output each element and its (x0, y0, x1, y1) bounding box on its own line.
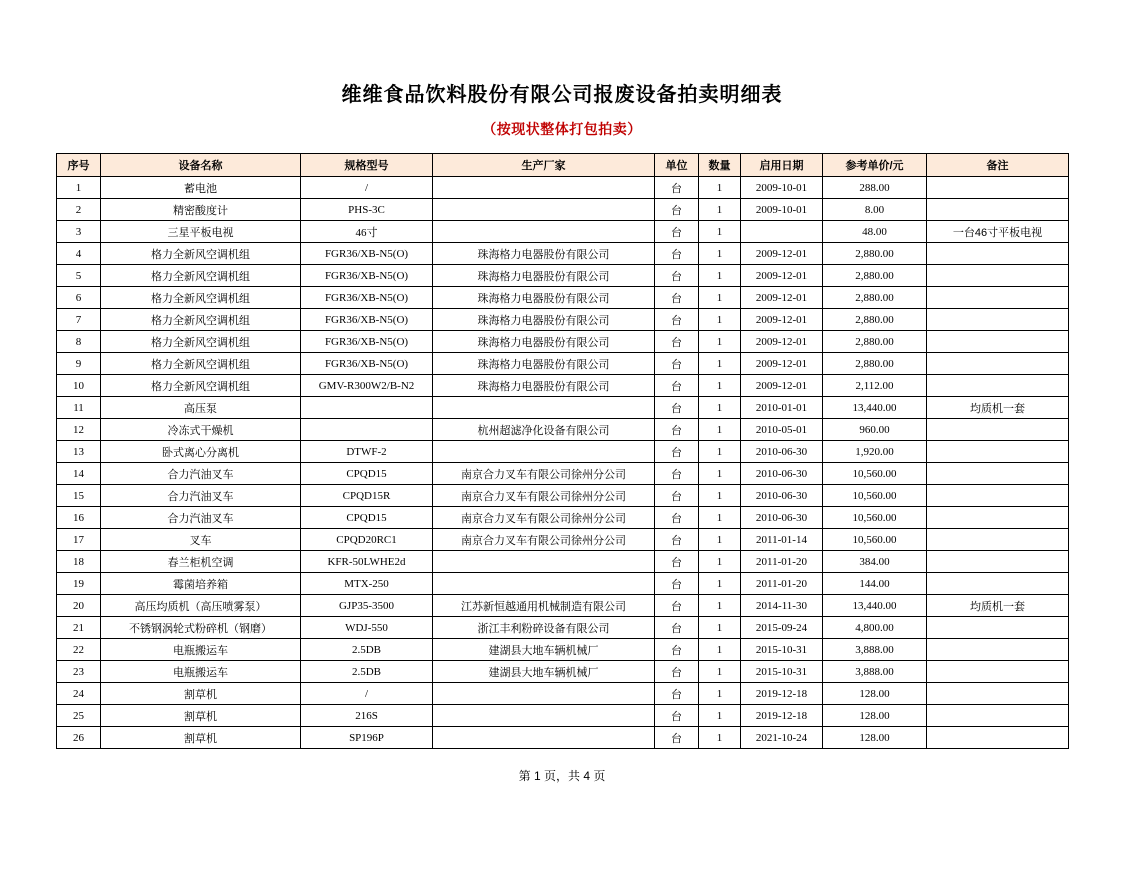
cell-quantity: 1 (699, 331, 741, 353)
table-row (57, 705, 1069, 727)
table-row (57, 727, 1069, 749)
cell-unit: 台 (655, 551, 699, 573)
cell-model: FGR36/XB-N5(O) (301, 331, 433, 353)
cell-manufacturer: 建湖县大地车辆机械厂 (433, 639, 655, 661)
cell-name: 电瓶搬运车 (101, 661, 301, 683)
cell-quantity: 1 (699, 375, 741, 397)
cell-name: 三星平板电视 (101, 221, 301, 243)
cell-unit: 台 (655, 727, 699, 749)
cell-model: GJP35-3500 (301, 595, 433, 617)
cell-manufacturer: 南京合力叉车有限公司徐州分公司 (433, 529, 655, 551)
table-row (57, 661, 1069, 683)
table-row (57, 397, 1069, 419)
column-header-name: 设备名称 (101, 154, 301, 177)
table-header-row (57, 154, 1069, 177)
cell-seq: 4 (57, 243, 101, 265)
cell-quantity: 1 (699, 617, 741, 639)
cell-unit: 台 (655, 331, 699, 353)
cell-quantity: 1 (699, 727, 741, 749)
cell-model (301, 419, 433, 441)
cell-seq: 23 (57, 661, 101, 683)
cell-manufacturer: 江苏新恒越通用机械制造有限公司 (433, 595, 655, 617)
cell-manufacturer: 杭州超滤净化设备有限公司 (433, 419, 655, 441)
cell-seq: 10 (57, 375, 101, 397)
cell-unit-price: 384.00 (823, 551, 927, 573)
cell-unit: 台 (655, 683, 699, 705)
cell-unit: 台 (655, 639, 699, 661)
cell-quantity: 1 (699, 529, 741, 551)
table-row (57, 331, 1069, 353)
cell-unit-price: 8.00 (823, 199, 927, 221)
cell-quantity: 1 (699, 441, 741, 463)
table-row (57, 639, 1069, 661)
cell-start-date: 2015-10-31 (741, 639, 823, 661)
cell-seq: 17 (57, 529, 101, 551)
cell-model: / (301, 683, 433, 705)
cell-seq: 9 (57, 353, 101, 375)
cell-seq: 24 (57, 683, 101, 705)
cell-unit: 台 (655, 177, 699, 199)
cell-unit: 台 (655, 375, 699, 397)
cell-model: 216S (301, 705, 433, 727)
cell-name: 割草机 (101, 705, 301, 727)
cell-unit-price: 3,888.00 (823, 661, 927, 683)
cell-unit-price: 144.00 (823, 573, 927, 595)
cell-name: 叉车 (101, 529, 301, 551)
cell-model: 2.5DB (301, 639, 433, 661)
cell-seq: 16 (57, 507, 101, 529)
cell-unit-price: 10,560.00 (823, 507, 927, 529)
cell-manufacturer: 南京合力叉车有限公司徐州分公司 (433, 463, 655, 485)
cell-start-date: 2009-12-01 (741, 375, 823, 397)
cell-model: DTWF-2 (301, 441, 433, 463)
cell-start-date: 2009-12-01 (741, 243, 823, 265)
cell-remark (927, 617, 1069, 639)
cell-model: CPQD15R (301, 485, 433, 507)
cell-quantity: 1 (699, 573, 741, 595)
cell-manufacturer: 珠海格力电器股份有限公司 (433, 331, 655, 353)
cell-unit: 台 (655, 617, 699, 639)
cell-unit: 台 (655, 243, 699, 265)
cell-seq: 25 (57, 705, 101, 727)
cell-unit-price: 288.00 (823, 177, 927, 199)
cell-manufacturer (433, 683, 655, 705)
cell-unit: 台 (655, 309, 699, 331)
cell-unit-price: 1,920.00 (823, 441, 927, 463)
cell-seq: 13 (57, 441, 101, 463)
cell-remark (927, 639, 1069, 661)
cell-model: WDJ-550 (301, 617, 433, 639)
cell-unit: 台 (655, 397, 699, 419)
cell-seq: 7 (57, 309, 101, 331)
cell-model: MTX-250 (301, 573, 433, 595)
cell-unit: 台 (655, 353, 699, 375)
cell-name: 春兰柜机空调 (101, 551, 301, 573)
cell-unit-price: 2,112.00 (823, 375, 927, 397)
table-row (57, 419, 1069, 441)
cell-unit-price: 10,560.00 (823, 463, 927, 485)
cell-seq: 21 (57, 617, 101, 639)
cell-unit: 台 (655, 265, 699, 287)
table-row (57, 243, 1069, 265)
cell-start-date: 2011-01-14 (741, 529, 823, 551)
cell-unit-price: 2,880.00 (823, 353, 927, 375)
page-subtitle: （按现状整体打包拍卖） (482, 121, 642, 137)
cell-quantity: 1 (699, 683, 741, 705)
cell-remark (927, 705, 1069, 727)
table-row (57, 265, 1069, 287)
cell-remark (927, 683, 1069, 705)
cell-name: 蓄电池 (101, 177, 301, 199)
cell-unit-price: 13,440.00 (823, 595, 927, 617)
equipment-table-wrapper (56, 153, 1068, 749)
cell-seq: 11 (57, 397, 101, 419)
cell-unit-price: 48.00 (823, 221, 927, 243)
cell-manufacturer (433, 441, 655, 463)
table-row (57, 485, 1069, 507)
column-header-unit-price: 参考单价/元 (823, 154, 927, 177)
cell-start-date: 2009-12-01 (741, 331, 823, 353)
cell-start-date: 2011-01-20 (741, 573, 823, 595)
cell-quantity: 1 (699, 309, 741, 331)
cell-remark (927, 353, 1069, 375)
cell-manufacturer: 浙江丰利粉碎设备有限公司 (433, 617, 655, 639)
table-row (57, 529, 1069, 551)
cell-name: 割草机 (101, 683, 301, 705)
cell-name: 合力汽油叉车 (101, 507, 301, 529)
cell-name: 冷冻式干燥机 (101, 419, 301, 441)
table-row (57, 617, 1069, 639)
cell-unit-price: 2,880.00 (823, 287, 927, 309)
cell-quantity: 1 (699, 353, 741, 375)
cell-manufacturer: 南京合力叉车有限公司徐州分公司 (433, 485, 655, 507)
cell-seq: 6 (57, 287, 101, 309)
cell-start-date: 2014-11-30 (741, 595, 823, 617)
cell-start-date: 2021-10-24 (741, 727, 823, 749)
cell-start-date: 2010-06-30 (741, 441, 823, 463)
table-row (57, 551, 1069, 573)
column-header-manufacturer: 生产厂家 (433, 154, 655, 177)
cell-seq: 22 (57, 639, 101, 661)
cell-seq: 1 (57, 177, 101, 199)
cell-start-date: 2015-09-24 (741, 617, 823, 639)
cell-seq: 20 (57, 595, 101, 617)
cell-model: FGR36/XB-N5(O) (301, 353, 433, 375)
cell-name: 割草机 (101, 727, 301, 749)
equipment-table (56, 153, 1069, 749)
cell-unit-price: 13,440.00 (823, 397, 927, 419)
cell-remark (927, 419, 1069, 441)
table-row (57, 573, 1069, 595)
cell-quantity: 1 (699, 199, 741, 221)
cell-start-date: 2009-12-01 (741, 309, 823, 331)
cell-quantity: 1 (699, 287, 741, 309)
cell-start-date: 2019-12-18 (741, 705, 823, 727)
cell-manufacturer: 建湖县大地车辆机械厂 (433, 661, 655, 683)
cell-quantity: 1 (699, 661, 741, 683)
table-row (57, 177, 1069, 199)
cell-name: 不锈钢涡轮式粉碎机（钢磨） (101, 617, 301, 639)
cell-unit-price: 2,880.00 (823, 331, 927, 353)
cell-manufacturer (433, 551, 655, 573)
cell-model: PHS-3C (301, 199, 433, 221)
cell-manufacturer: 珠海格力电器股份有限公司 (433, 243, 655, 265)
cell-manufacturer (433, 727, 655, 749)
cell-model: FGR36/XB-N5(O) (301, 287, 433, 309)
cell-unit: 台 (655, 661, 699, 683)
column-header-quantity: 数量 (699, 154, 741, 177)
cell-name: 合力汽油叉车 (101, 485, 301, 507)
cell-unit: 台 (655, 287, 699, 309)
cell-name: 精密酸度计 (101, 199, 301, 221)
cell-manufacturer: 珠海格力电器股份有限公司 (433, 265, 655, 287)
cell-name: 格力全新风空调机组 (101, 287, 301, 309)
cell-model: GMV-R300W2/B-N2 (301, 375, 433, 397)
cell-name: 格力全新风空调机组 (101, 353, 301, 375)
cell-remark (927, 573, 1069, 595)
cell-model: / (301, 177, 433, 199)
cell-unit: 台 (655, 595, 699, 617)
column-header-start-date: 启用日期 (741, 154, 823, 177)
column-header-remark: 备注 (927, 154, 1069, 177)
cell-remark (927, 309, 1069, 331)
cell-unit-price: 10,560.00 (823, 529, 927, 551)
cell-seq: 12 (57, 419, 101, 441)
cell-manufacturer (433, 573, 655, 595)
cell-manufacturer (433, 221, 655, 243)
cell-manufacturer (433, 199, 655, 221)
cell-quantity: 1 (699, 507, 741, 529)
table-row (57, 683, 1069, 705)
cell-name: 高压均质机（高压喷雾泵） (101, 595, 301, 617)
cell-quantity: 1 (699, 419, 741, 441)
cell-name: 格力全新风空调机组 (101, 243, 301, 265)
cell-start-date: 2009-10-01 (741, 199, 823, 221)
cell-unit: 台 (655, 419, 699, 441)
cell-quantity: 1 (699, 243, 741, 265)
page-footer: 第 1 页，共 4 页 (518, 769, 606, 783)
cell-manufacturer: 珠海格力电器股份有限公司 (433, 375, 655, 397)
cell-seq: 3 (57, 221, 101, 243)
cell-quantity: 1 (699, 551, 741, 573)
cell-quantity: 1 (699, 595, 741, 617)
table-row (57, 221, 1069, 243)
cell-start-date: 2011-01-20 (741, 551, 823, 573)
cell-unit-price: 128.00 (823, 705, 927, 727)
cell-manufacturer: 珠海格力电器股份有限公司 (433, 353, 655, 375)
cell-quantity: 1 (699, 177, 741, 199)
cell-manufacturer (433, 177, 655, 199)
cell-seq: 26 (57, 727, 101, 749)
cell-name: 格力全新风空调机组 (101, 265, 301, 287)
cell-name: 格力全新风空调机组 (101, 375, 301, 397)
cell-start-date: 2010-06-30 (741, 507, 823, 529)
table-header (57, 154, 1069, 177)
cell-remark (927, 529, 1069, 551)
cell-unit: 台 (655, 507, 699, 529)
cell-remark (927, 485, 1069, 507)
cell-remark (927, 199, 1069, 221)
cell-remark (927, 287, 1069, 309)
cell-unit-price: 128.00 (823, 683, 927, 705)
cell-remark: 一台46寸平板电视 (927, 221, 1069, 243)
cell-name: 高压泵 (101, 397, 301, 419)
cell-model: FGR36/XB-N5(O) (301, 265, 433, 287)
cell-unit-price: 10,560.00 (823, 485, 927, 507)
table-row (57, 199, 1069, 221)
cell-unit: 台 (655, 463, 699, 485)
cell-unit-price: 2,880.00 (823, 243, 927, 265)
cell-model: SP196P (301, 727, 433, 749)
cell-start-date: 2010-05-01 (741, 419, 823, 441)
cell-manufacturer (433, 705, 655, 727)
cell-start-date: 2010-06-30 (741, 463, 823, 485)
cell-seq: 2 (57, 199, 101, 221)
table-row (57, 595, 1069, 617)
cell-model: CPQD15 (301, 463, 433, 485)
cell-start-date: 2019-12-18 (741, 683, 823, 705)
table-row (57, 507, 1069, 529)
cell-start-date: 2009-12-01 (741, 353, 823, 375)
cell-name: 霉菌培养箱 (101, 573, 301, 595)
cell-name: 格力全新风空调机组 (101, 331, 301, 353)
cell-model: CPQD15 (301, 507, 433, 529)
cell-unit-price: 128.00 (823, 727, 927, 749)
cell-model: KFR-50LWHE2d (301, 551, 433, 573)
cell-start-date: 2009-10-01 (741, 177, 823, 199)
cell-seq: 19 (57, 573, 101, 595)
cell-seq: 18 (57, 551, 101, 573)
cell-unit: 台 (655, 199, 699, 221)
table-row (57, 309, 1069, 331)
cell-remark: 均质机一套 (927, 397, 1069, 419)
cell-unit: 台 (655, 485, 699, 507)
cell-start-date (741, 221, 823, 243)
cell-seq: 14 (57, 463, 101, 485)
cell-seq: 5 (57, 265, 101, 287)
cell-remark (927, 727, 1069, 749)
table-row (57, 463, 1069, 485)
cell-unit-price: 4,800.00 (823, 617, 927, 639)
cell-seq: 8 (57, 331, 101, 353)
table-body (57, 177, 1069, 749)
cell-quantity: 1 (699, 485, 741, 507)
cell-model (301, 397, 433, 419)
cell-unit: 台 (655, 529, 699, 551)
cell-name: 格力全新风空调机组 (101, 309, 301, 331)
cell-start-date: 2010-01-01 (741, 397, 823, 419)
cell-remark (927, 463, 1069, 485)
cell-model: 2.5DB (301, 661, 433, 683)
cell-remark (927, 243, 1069, 265)
cell-unit: 台 (655, 573, 699, 595)
cell-start-date: 2010-06-30 (741, 485, 823, 507)
cell-remark: 均质机一套 (927, 595, 1069, 617)
cell-manufacturer: 珠海格力电器股份有限公司 (433, 287, 655, 309)
cell-model: 46寸 (301, 221, 433, 243)
cell-unit: 台 (655, 705, 699, 727)
cell-name: 卧式离心分离机 (101, 441, 301, 463)
document-page (0, 78, 1124, 873)
table-row (57, 353, 1069, 375)
cell-unit-price: 2,880.00 (823, 309, 927, 331)
cell-quantity: 1 (699, 705, 741, 727)
cell-unit-price: 2,880.00 (823, 265, 927, 287)
cell-remark (927, 551, 1069, 573)
cell-seq: 15 (57, 485, 101, 507)
cell-quantity: 1 (699, 265, 741, 287)
cell-unit: 台 (655, 441, 699, 463)
cell-start-date: 2009-12-01 (741, 287, 823, 309)
cell-remark (927, 661, 1069, 683)
cell-name: 合力汽油叉车 (101, 463, 301, 485)
cell-remark (927, 177, 1069, 199)
cell-start-date: 2015-10-31 (741, 661, 823, 683)
cell-quantity: 1 (699, 463, 741, 485)
cell-manufacturer: 南京合力叉车有限公司徐州分公司 (433, 507, 655, 529)
cell-quantity: 1 (699, 221, 741, 243)
cell-model: CPQD20RC1 (301, 529, 433, 551)
cell-remark (927, 375, 1069, 397)
cell-manufacturer: 珠海格力电器股份有限公司 (433, 309, 655, 331)
cell-model: FGR36/XB-N5(O) (301, 243, 433, 265)
table-row (57, 441, 1069, 463)
table-row (57, 287, 1069, 309)
column-header-seq: 序号 (57, 154, 101, 177)
cell-remark (927, 331, 1069, 353)
cell-start-date: 2009-12-01 (741, 265, 823, 287)
cell-quantity: 1 (699, 397, 741, 419)
cell-unit-price: 960.00 (823, 419, 927, 441)
column-header-model: 规格型号 (301, 154, 433, 177)
cell-unit: 台 (655, 221, 699, 243)
cell-name: 电瓶搬运车 (101, 639, 301, 661)
column-header-unit: 单位 (655, 154, 699, 177)
cell-remark (927, 507, 1069, 529)
cell-manufacturer (433, 397, 655, 419)
cell-unit-price: 3,888.00 (823, 639, 927, 661)
cell-remark (927, 441, 1069, 463)
page-title: 维维食品饮料股份有限公司报废设备拍卖明细表 (341, 84, 783, 106)
cell-quantity: 1 (699, 639, 741, 661)
cell-remark (927, 265, 1069, 287)
cell-model: FGR36/XB-N5(O) (301, 309, 433, 331)
table-row (57, 375, 1069, 397)
